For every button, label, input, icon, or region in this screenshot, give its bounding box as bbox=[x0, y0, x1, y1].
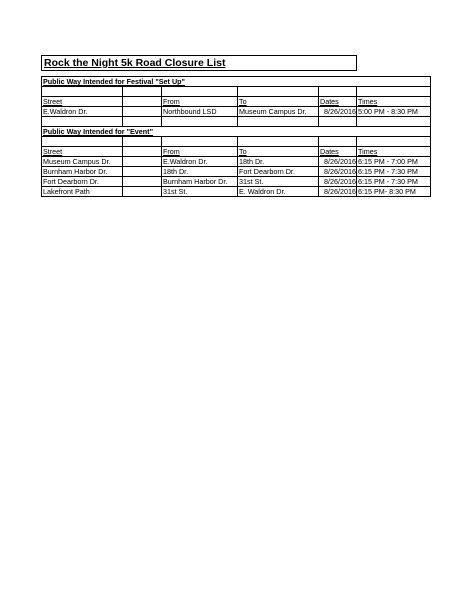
from-cell: E.Waldron Dr. bbox=[162, 157, 238, 167]
to-cell: E. Waldron Dr. bbox=[238, 187, 319, 197]
table-row bbox=[42, 157, 431, 167]
column-header-times: Times bbox=[357, 147, 431, 157]
to-cell: Fort Dearborn Dr. bbox=[238, 167, 319, 177]
blank-row bbox=[42, 137, 431, 147]
to-cell: 18th Dr. bbox=[238, 157, 319, 167]
to-cell: 31st St. bbox=[238, 177, 319, 187]
column-header-from: From bbox=[162, 147, 238, 157]
dates-cell: 8/26/2016 bbox=[319, 177, 357, 187]
street-cell: Burnham Harbor Dr. bbox=[42, 167, 123, 177]
times-cell: 5:00 PM - 8:30 PM bbox=[357, 107, 431, 117]
times-cell: 6:15 PM - 7:30 PM bbox=[357, 177, 431, 187]
dates-cell: 8/26/2016 bbox=[319, 187, 357, 197]
setup-section-heading: Public Way Intended for Festival "Set Up" bbox=[42, 77, 431, 87]
column-header-to: To bbox=[238, 147, 319, 157]
from-cell: Northbound LSD bbox=[162, 107, 238, 117]
table-row bbox=[42, 187, 431, 197]
street-cell: Lakefront Path bbox=[42, 187, 123, 197]
event-heading-row bbox=[42, 127, 431, 137]
column-header-street: Street bbox=[42, 147, 123, 157]
from-cell: 31st St. bbox=[162, 187, 238, 197]
event-section-heading: Public Way Intended for "Event" bbox=[42, 127, 431, 137]
setup-header-row bbox=[42, 97, 431, 107]
table-row bbox=[42, 177, 431, 187]
street-cell: Fort Dearborn Dr. bbox=[42, 177, 123, 187]
times-cell: 6:15 PM- 8:30 PM bbox=[357, 187, 431, 197]
event-header-row bbox=[42, 147, 431, 157]
dates-cell: 8/26/2016 bbox=[319, 157, 357, 167]
street-cell: E.Waldron Dr. bbox=[42, 107, 123, 117]
times-cell: 6:15 PM - 7:30 PM bbox=[357, 167, 431, 177]
blank-row bbox=[42, 117, 431, 127]
table-row bbox=[42, 167, 431, 177]
dates-cell: 8/26/2016 bbox=[319, 107, 357, 117]
blank-row bbox=[42, 87, 431, 97]
column-header-street: Street bbox=[42, 97, 123, 107]
times-cell: 6:15 PM - 7:00 PM bbox=[357, 157, 431, 167]
street-cell: Museum Campus Dr. bbox=[42, 157, 123, 167]
column-header-to: To bbox=[238, 97, 319, 107]
column-header-times: Times bbox=[357, 97, 431, 107]
road-closure-sheet bbox=[41, 55, 431, 197]
to-cell: Museum Campus Dr. bbox=[238, 107, 319, 117]
column-header-dates: Dates bbox=[319, 97, 357, 107]
table-row bbox=[42, 107, 431, 117]
from-cell: Burnham Harbor Dr. bbox=[162, 177, 238, 187]
dates-cell: 8/26/2016 bbox=[319, 167, 357, 177]
document-title: Rock the Night 5k Road Closure List bbox=[41, 55, 357, 71]
from-cell: 18th Dr. bbox=[162, 167, 238, 177]
setup-heading-row bbox=[42, 77, 431, 87]
column-header-from: From bbox=[162, 97, 238, 107]
column-header-dates: Dates bbox=[319, 147, 357, 157]
closure-table bbox=[41, 76, 431, 197]
